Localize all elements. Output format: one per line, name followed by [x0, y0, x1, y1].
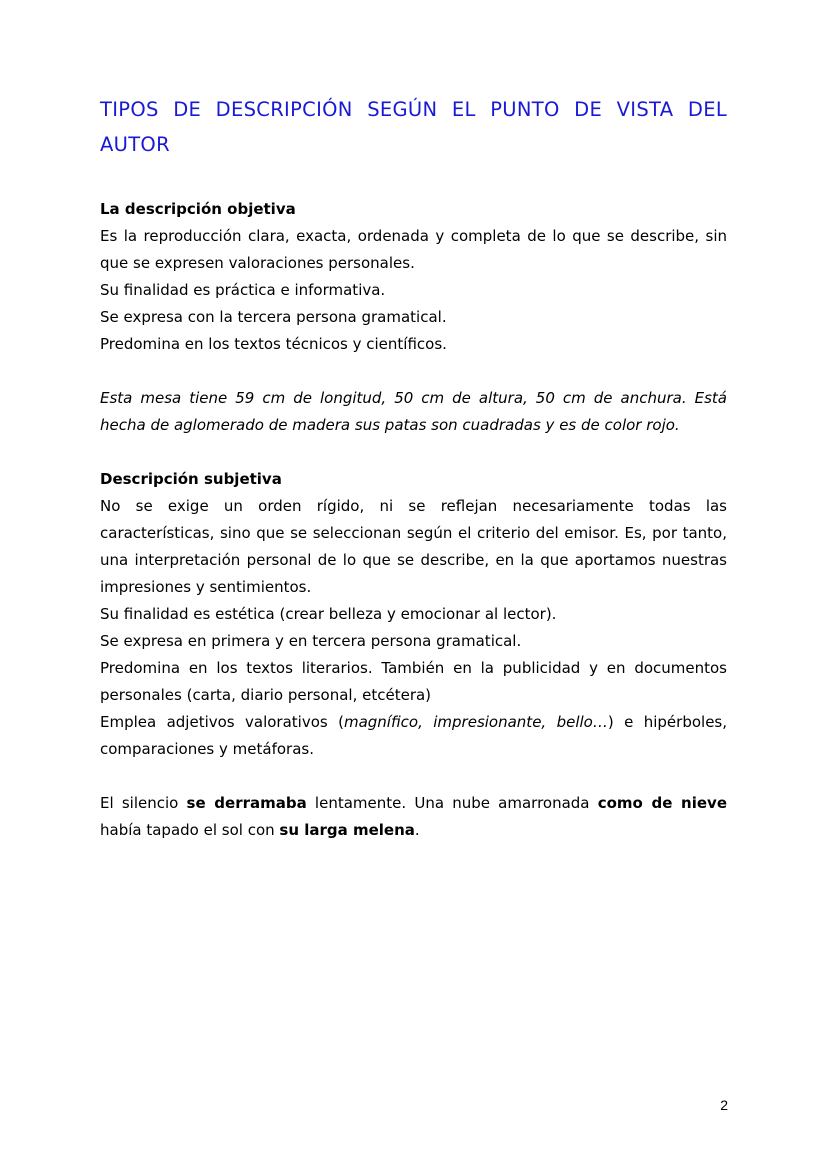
- subjective-paragraph-4: Predomina en los textos literarios. También en la publicidad y en documentos personales (carta, diario personal, etcétera): [100, 659, 727, 704]
- literary-example: [100, 790, 727, 844]
- subjective-section: [100, 466, 727, 763]
- subjective-paragraph-5-examples: magnífico, impresionante, bello…: [343, 713, 608, 731]
- subjective-paragraph-5-prefix: Emplea adjetivos valorativos (: [100, 713, 344, 731]
- objective-paragraph-2: Su finalidad es práctica e informativa.: [100, 281, 386, 299]
- spacer: [100, 439, 727, 466]
- spacer: [100, 763, 727, 790]
- spacer: [100, 162, 727, 196]
- spacer: [100, 358, 727, 385]
- example-bold-3: su larga melena: [279, 821, 415, 839]
- objective-heading: La descripción objetiva: [100, 200, 296, 218]
- subjective-paragraph-2: Su finalidad es estética (crear belleza y emocionar al lector).: [100, 605, 557, 623]
- example-text-4: .: [414, 821, 420, 839]
- example-text-1: El silencio: [100, 794, 187, 812]
- page-number: 2: [720, 1097, 728, 1113]
- example-text-3: había tapado el sol con: [100, 821, 280, 839]
- subjective-paragraph-5: [100, 709, 727, 763]
- example-text-2: lentamente. Una nube amarronada: [306, 794, 598, 812]
- document-title: TIPOS DE DESCRIPCIÓN SEGÚN EL PUNTO DE VISTA DEL AUTOR: [100, 98, 727, 156]
- objective-paragraph-4: Predomina en los textos técnicos y científicos.: [100, 335, 447, 353]
- objective-paragraph-3: Se expresa con la tercera persona gramatical.: [100, 308, 447, 326]
- example-bold-2: como de nieve: [597, 794, 727, 812]
- subjective-paragraph-5-suffix: ) e hipérboles, comparaciones y metáforas.: [100, 713, 728, 758]
- subjective-heading: Descripción subjetiva: [100, 470, 282, 488]
- subjective-paragraph-1: No se exige un orden rígido, ni se reflejan necesariamente todas las características, sino que se seleccionan según el criterio del emisor. Es, por tanto, una interpretación personal de lo que se describe, en la que aportamos nuestras impresiones y sentimientos.: [100, 497, 727, 596]
- objective-paragraph-1: Es la reproducción clara, exacta, ordenada y completa de lo que se describe, sin que se expresen valoraciones personales.: [100, 227, 727, 272]
- example-bold-1: se derramaba: [186, 794, 307, 812]
- objective-example: Esta mesa tiene 59 cm de longitud, 50 cm de altura, 50 cm de anchura. Está hecha de aglomerado de madera sus patas son cuadradas y es de color rojo.: [100, 389, 727, 434]
- subjective-paragraph-3: Se expresa en primera y en tercera persona gramatical.: [100, 632, 522, 650]
- document-page: [100, 92, 727, 844]
- objective-section: [100, 196, 727, 439]
